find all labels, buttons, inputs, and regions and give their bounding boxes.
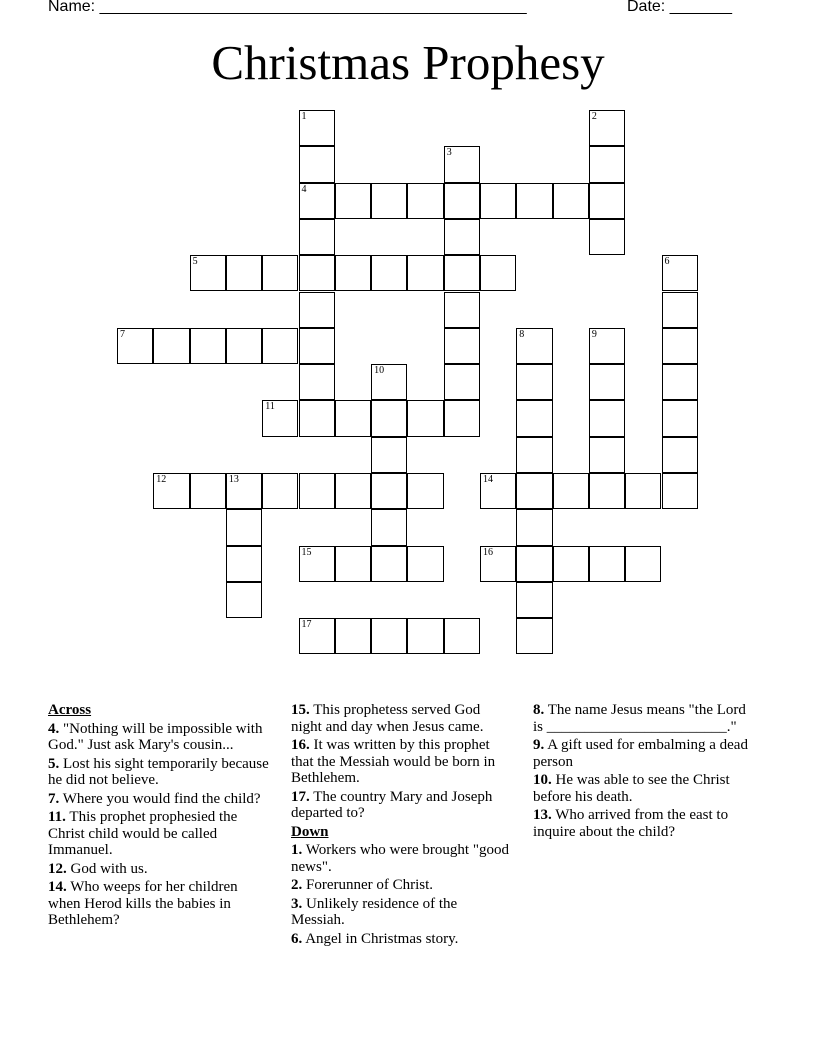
crossword-cell[interactable] <box>335 400 371 436</box>
clue-column-2 <box>291 702 513 949</box>
crossword-cell[interactable] <box>662 255 698 291</box>
crossword-cell[interactable] <box>444 146 480 182</box>
crossword-cell[interactable] <box>335 183 371 219</box>
crossword-cell[interactable] <box>553 546 589 582</box>
down-clue-list <box>533 702 758 840</box>
crossword-cell[interactable] <box>662 473 698 509</box>
cell-number: 13 <box>228 474 239 485</box>
clue-across <box>48 721 270 754</box>
crossword-cell[interactable] <box>480 183 516 219</box>
clue-number: 7. <box>48 790 60 807</box>
crossword-cell[interactable] <box>516 328 552 364</box>
clue-across <box>291 737 513 787</box>
clue-text: Unlikely residence of the Messiah. <box>291 895 458 928</box>
clue-number: 11. <box>48 809 66 825</box>
clue-across <box>48 756 270 789</box>
crossword-cell[interactable] <box>516 473 552 509</box>
crossword-cell[interactable] <box>371 618 407 654</box>
cell-number: 12 <box>156 474 167 485</box>
clue-text: He was able to see the Christ before his death. <box>533 772 730 805</box>
cell-number: 5 <box>192 256 198 268</box>
crossword-cell[interactable] <box>226 328 262 364</box>
clue-number: 17. <box>291 788 310 805</box>
crossword-cell[interactable] <box>553 473 589 509</box>
crossword-cell[interactable] <box>589 400 625 436</box>
cell-number: 11 <box>265 401 275 413</box>
cell-number: 15 <box>301 546 312 558</box>
clue-number: 4. <box>48 720 60 737</box>
cell-number: 1 <box>301 111 307 122</box>
crossword-cell[interactable] <box>335 546 371 582</box>
crossword-cell[interactable] <box>371 183 407 219</box>
crossword-cell[interactable] <box>226 473 262 509</box>
crossword-cell[interactable] <box>444 618 480 654</box>
clue-text: This prophetess served God night and day when Jesus came. <box>291 702 484 735</box>
crossword-cell[interactable] <box>226 509 262 545</box>
across-heading: Across <box>48 702 92 718</box>
clue-across <box>291 702 513 735</box>
crossword-cell[interactable] <box>299 183 335 219</box>
crossword-cell[interactable] <box>371 546 407 582</box>
crossword-cell[interactable] <box>516 437 552 473</box>
crossword-cell[interactable] <box>371 509 407 545</box>
cell-number: 9 <box>591 328 597 340</box>
crossword-cell[interactable] <box>299 146 335 182</box>
clue-text: The country Mary and Joseph departed to? <box>291 788 493 821</box>
page-title: Christmas Prophesy <box>211 35 605 90</box>
clue-number: 16. <box>291 737 310 753</box>
clue-column-1 <box>48 702 270 931</box>
clue-text: Lost his sight temporarily because he did not believe. <box>48 755 269 788</box>
clue-number: 9. <box>533 737 545 753</box>
clue-text: The name Jesus means "the Lord is ________________________." <box>533 702 746 735</box>
crossword-cell[interactable] <box>625 473 661 509</box>
crossword-cell[interactable] <box>190 255 226 291</box>
crossword-cell[interactable] <box>299 328 335 364</box>
clue-number: 12. <box>48 860 67 877</box>
cell-number: 6 <box>664 256 670 268</box>
crossword-cell[interactable] <box>407 255 443 291</box>
clue-text: "Nothing will be impossible with God." Just ask Mary's cousin... <box>48 720 263 753</box>
crossword-cell[interactable] <box>299 473 335 509</box>
down-heading: Down <box>291 823 329 840</box>
crossword-cell[interactable] <box>480 473 516 509</box>
crossword-cell[interactable] <box>299 110 335 146</box>
crossword-cell[interactable] <box>153 473 189 509</box>
clue-down <box>533 807 758 840</box>
crossword-cell[interactable] <box>589 546 625 582</box>
crossword-cell[interactable] <box>407 183 443 219</box>
clue-text: Where you would find the child? <box>62 790 261 807</box>
crossword-cell[interactable] <box>589 110 625 146</box>
crossword-cell[interactable] <box>516 400 552 436</box>
crossword-cell[interactable] <box>299 255 335 291</box>
cell-number: 16 <box>483 546 493 558</box>
clue-down <box>533 702 758 735</box>
crossword-cell[interactable] <box>589 437 625 473</box>
crossword-cell[interactable] <box>371 473 407 509</box>
crossword-cell[interactable] <box>516 546 552 582</box>
crossword-cell[interactable] <box>589 364 625 400</box>
across-clue-list <box>291 702 513 822</box>
clue-number: 6. <box>291 930 303 947</box>
cell-number: 2 <box>591 111 597 122</box>
crossword-cell[interactable] <box>262 328 298 364</box>
clue-text: Who arrived from the east to inquire about the child? <box>533 807 729 840</box>
crossword-cell[interactable] <box>299 546 335 582</box>
clue-number: 3. <box>291 895 303 912</box>
clue-across <box>48 791 270 808</box>
crossword-cell[interactable] <box>625 546 661 582</box>
crossword-cell[interactable] <box>553 183 589 219</box>
crossword-cell[interactable] <box>299 219 335 255</box>
cell-number: 14 <box>483 474 493 485</box>
crossword-cell[interactable] <box>407 400 443 436</box>
clue-across <box>48 809 270 859</box>
clue-number: 5. <box>48 755 60 772</box>
crossword-cell[interactable] <box>516 183 552 219</box>
across-clue-list <box>48 721 270 929</box>
clue-text: Workers who were brought "good news". <box>291 842 509 875</box>
clue-text: It was written by this prophet that the Messiah would be born in Bethlehem. <box>291 737 496 786</box>
crossword-cell[interactable] <box>589 146 625 182</box>
crossword-cell[interactable] <box>407 546 443 582</box>
date-field[interactable]: Date: _______ <box>627 0 732 15</box>
cell-number: 7 <box>120 328 125 340</box>
crossword-cell[interactable] <box>335 255 371 291</box>
crossword-cell[interactable] <box>444 183 480 219</box>
crossword-cell[interactable] <box>226 582 262 618</box>
clue-text: This prophet prophesied the Christ child would be called Immanuel. <box>48 809 238 858</box>
crossword-cell[interactable] <box>516 582 552 618</box>
crossword-cell[interactable] <box>589 219 625 255</box>
crossword-cell[interactable] <box>371 437 407 473</box>
clue-text: Angel in Christmas story. <box>305 930 459 947</box>
crossword-cell[interactable] <box>226 546 262 582</box>
crossword-cell[interactable] <box>516 509 552 545</box>
cell-number: 10 <box>374 365 385 377</box>
cell-number: 3 <box>446 147 452 159</box>
clue-text: Forerunner of Christ. <box>306 877 434 893</box>
crossword-cell[interactable] <box>226 255 262 291</box>
crossword-cell[interactable] <box>262 473 298 509</box>
crossword-cell[interactable] <box>444 400 480 436</box>
crossword-cell[interactable] <box>662 437 698 473</box>
clue-number: 2. <box>291 877 303 893</box>
crossword-cell[interactable] <box>190 328 226 364</box>
clue-text: Who weeps for her children when Herod kills the babies in Bethlehem? <box>48 879 238 928</box>
crossword-cell[interactable] <box>371 364 407 400</box>
crossword-cell[interactable] <box>589 183 625 219</box>
clue-number: 14. <box>48 879 67 895</box>
crossword-cell[interactable] <box>516 618 552 654</box>
crossword-cell[interactable] <box>662 364 698 400</box>
crossword-cell[interactable] <box>480 546 516 582</box>
clue-number: 13. <box>533 807 552 823</box>
crossword-cell[interactable] <box>444 255 480 291</box>
clue-across <box>291 789 513 822</box>
name-field[interactable]: Name: ________________________________________________ <box>48 0 527 15</box>
crossword-cell[interactable] <box>299 364 335 400</box>
crossword-cell[interactable] <box>299 618 335 654</box>
clue-text: A gift used for embalming a dead person <box>533 737 748 770</box>
clue-number: 1. <box>291 842 303 858</box>
clue-down <box>533 772 758 805</box>
crossword-cell[interactable] <box>516 364 552 400</box>
crossword-cell[interactable] <box>662 400 698 436</box>
crossword-cell[interactable] <box>262 255 298 291</box>
clue-number: 8. <box>533 702 545 718</box>
crossword-cell[interactable] <box>299 400 335 436</box>
crossword-cell[interactable] <box>371 400 407 436</box>
crossword-cell[interactable] <box>662 328 698 364</box>
clue-column-3 <box>533 702 758 842</box>
crossword-cell[interactable] <box>335 618 371 654</box>
crossword-cell[interactable] <box>153 328 189 364</box>
clue-number: 10. <box>533 772 552 788</box>
clue-across <box>48 861 270 878</box>
clue-down <box>291 896 513 929</box>
cell-number: 17 <box>301 619 312 631</box>
crossword-cell[interactable] <box>371 255 407 291</box>
crossword-cell[interactable] <box>299 292 335 328</box>
clue-down <box>291 931 513 948</box>
clue-text: God with us. <box>70 860 148 877</box>
crossword-cell[interactable] <box>444 328 480 364</box>
crossword-cell[interactable] <box>190 473 226 509</box>
clue-number: 15. <box>291 702 310 718</box>
clue-down <box>533 737 758 770</box>
crossword-cell[interactable] <box>117 328 153 364</box>
down-clue-list <box>291 842 513 947</box>
crossword-cell[interactable] <box>407 473 443 509</box>
crossword-cell[interactable] <box>335 473 371 509</box>
crossword-cell[interactable] <box>589 473 625 509</box>
crossword-cell[interactable] <box>444 364 480 400</box>
crossword-cell[interactable] <box>589 328 625 364</box>
cell-number: 8 <box>519 328 525 340</box>
cell-number: 4 <box>301 183 307 195</box>
crossword-cell[interactable] <box>480 255 516 291</box>
crossword-cell[interactable] <box>407 618 443 654</box>
clue-across <box>48 879 270 929</box>
clue-down <box>291 877 513 894</box>
crossword-cell[interactable] <box>444 292 480 328</box>
crossword-cell[interactable] <box>444 219 480 255</box>
clue-down <box>291 842 513 875</box>
crossword-cell[interactable] <box>262 400 298 436</box>
crossword-cell[interactable] <box>662 292 698 328</box>
